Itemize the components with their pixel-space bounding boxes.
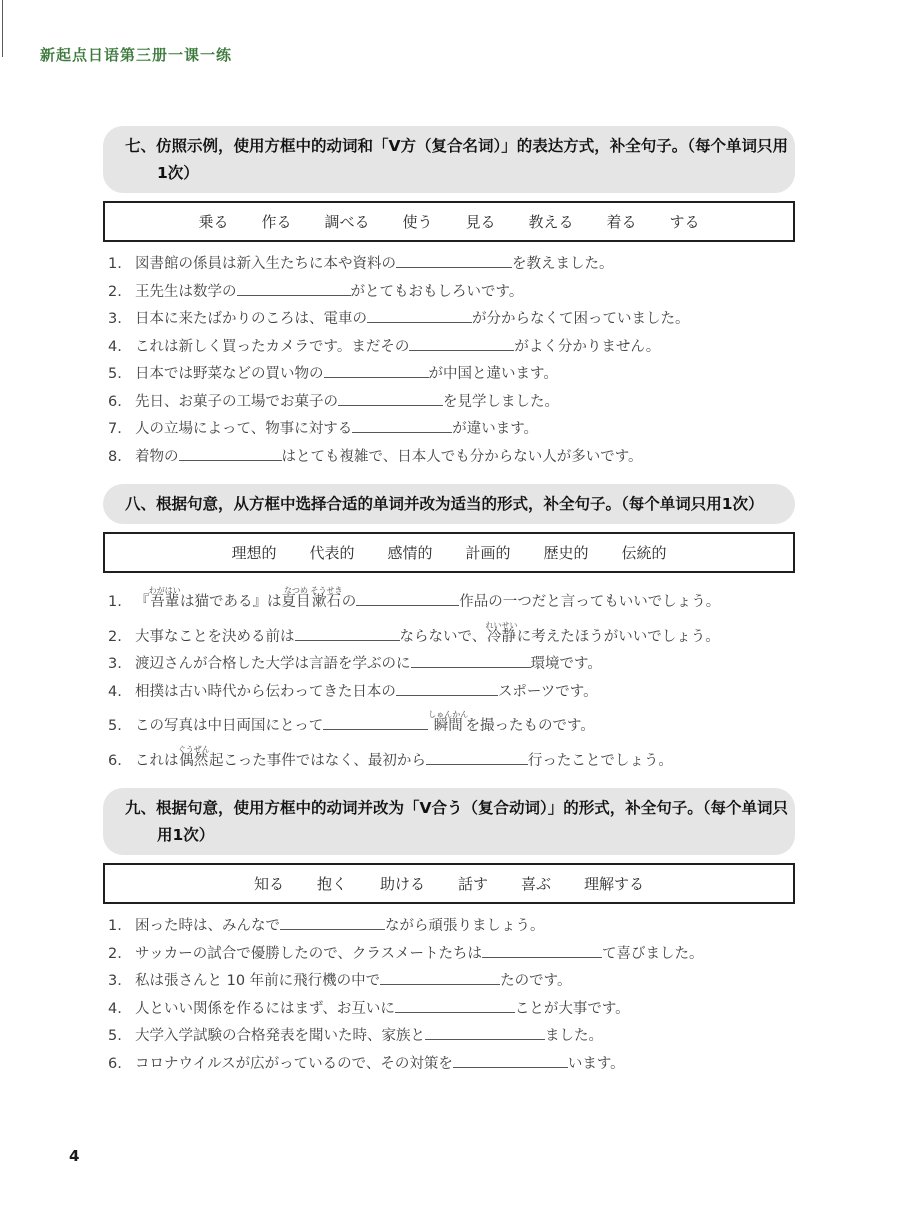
sentence-text: コロナウイルスが広がっているので、その対策を います。: [135, 1055, 625, 1072]
word-bank-box: [103, 863, 795, 904]
answer-blank: [295, 629, 400, 641]
word-bank-item: 歴史的: [543, 544, 589, 563]
word-bank-item: 理解する: [584, 875, 645, 894]
word-bank-item: 代表的: [309, 544, 355, 563]
word-bank-item: 抱く: [316, 875, 347, 894]
word-bank-item: 助ける: [379, 875, 425, 894]
ruby-annotated-word: 偶然ぐうぜん: [177, 744, 210, 769]
sentence-text: 困った時は、みんなで ながら頑張りましょう。: [135, 918, 545, 935]
word-bank-item: 伝統的: [621, 544, 667, 563]
sentence-text: 先日、お菓子の工場でお菓子の を見学しました。: [135, 393, 559, 410]
book-title-header: 新起点日语第三册一课一练: [40, 46, 233, 64]
sentence-text: 大学入学試験の合格発表を聞いた時、家族と ました。: [135, 1028, 603, 1045]
word-bank-item: 理想的: [231, 544, 277, 563]
answer-blank: [453, 1056, 568, 1068]
sentence-text: 着物の はとても複雑で、日本人でも分からない人が多いです。: [135, 448, 643, 465]
exercise-section-seven: [103, 126, 795, 467]
sentence-text: 私は張さんと 10 年前に飛行機の中で たのです。: [135, 973, 572, 990]
answer-blank: [367, 311, 472, 323]
sentence-text: 『吾輩わがはいは猫である』は夏目なつめ漱石そうせきの 作品の一つだと言ってもいいでしょう。: [135, 586, 721, 611]
sentence-text: 人といい関係を作るにはまず、お互いに ことが大事です。: [135, 1000, 630, 1017]
item-number: 7.: [108, 421, 122, 438]
sentence-text: これは新しく買ったカメラです。まだその がよく分かりません。: [135, 338, 661, 355]
sentence-row: [108, 1027, 795, 1046]
word-bank-item: する: [669, 213, 700, 232]
word-bank-item: 知る: [253, 875, 284, 894]
sentence-row: [108, 586, 795, 612]
item-number: 5.: [108, 1028, 122, 1045]
exercise-section-nine: [103, 788, 795, 1074]
section-instruction: [103, 126, 795, 193]
answer-blank: [425, 1028, 545, 1040]
sentence-text: 相撲は古い時代から伝わってきた日本の スポーツです。: [135, 683, 598, 700]
scan-edge-line: [2, 0, 3, 57]
answer-blank: [280, 918, 385, 930]
word-bank-item: 調べる: [324, 213, 370, 232]
word-bank-item: 作る: [261, 213, 292, 232]
answer-blank: [396, 684, 498, 696]
ruby-annotated-word: 吾輩わがはい: [148, 586, 181, 611]
worksheet-content: [103, 126, 795, 1091]
answer-blank: [482, 946, 602, 958]
item-number: 1.: [108, 918, 122, 935]
answer-blank: [411, 656, 531, 668]
sentence-text: 王先生は数学の がとてもおもしろいです。: [135, 283, 524, 300]
item-number: 2.: [108, 945, 122, 962]
word-bank-item: 感情的: [387, 544, 433, 563]
sentence-text: 渡辺さんが合格した大学は言語を学ぶのに 環境です。: [135, 656, 602, 673]
item-number: 1.: [108, 594, 122, 611]
sentence-row: [108, 621, 795, 647]
item-number: 3.: [108, 973, 122, 990]
sentence-list: [108, 255, 795, 467]
word-bank-item: 見る: [465, 213, 496, 232]
word-bank-item: 教える: [528, 213, 574, 232]
answer-blank: [324, 366, 429, 378]
sentence-row: [108, 338, 795, 357]
sentence-text: これは偶然ぐうぜん起こった事件ではなく、最初から 行ったことでしょう。: [135, 744, 673, 769]
word-bank-item: 計画的: [465, 544, 511, 563]
word-bank-item: 使う: [402, 213, 433, 232]
sentence-text: 日本では野菜などの買い物の が中国と違います。: [135, 366, 558, 383]
sentence-row: [108, 1055, 795, 1074]
ruby-annotated-word: 夏目なつめ: [281, 586, 311, 611]
item-number: 3.: [108, 311, 122, 328]
answer-blank: [237, 284, 351, 296]
sentence-row: [108, 710, 795, 736]
instruction-text-line: 九、根据句意，使用方框中的动词并改为「V合う（复合动词）」的形式，补全句子。（每个单词只: [125, 798, 788, 817]
sentence-text: 人の立場によって、物事に対する が違います。: [135, 421, 539, 438]
answer-blank: [380, 973, 500, 985]
sentence-row: [108, 683, 795, 702]
section-instruction: [103, 484, 795, 525]
item-number: 6.: [108, 393, 122, 410]
answer-blank: [409, 339, 514, 351]
item-number: 3.: [108, 656, 122, 673]
sentence-row: [108, 420, 795, 439]
ruby-annotated-word: 漱石そうせき: [310, 586, 343, 611]
word-bank-box: [103, 201, 795, 242]
instruction-text-line: 1次）: [157, 163, 199, 182]
sentence-row: [108, 393, 795, 412]
page-number: 4: [69, 1147, 80, 1165]
sentence-row: [108, 365, 795, 384]
sentence-text: サッカーの試合で優勝したので、クラスメートたちは て喜びました。: [135, 945, 704, 962]
sentence-row: [108, 972, 795, 991]
sentence-row: [108, 448, 795, 467]
answer-blank: [395, 1001, 515, 1013]
answer-blank: [323, 718, 428, 730]
item-number: 2.: [108, 628, 122, 645]
answer-blank: [338, 394, 443, 406]
item-number: 4.: [108, 1000, 122, 1017]
item-number: 4.: [108, 683, 122, 700]
section-instruction: [103, 788, 795, 855]
answer-blank: [179, 449, 282, 461]
sentence-text: 図書館の係員は新入生たちに本や資料の を教えました。: [135, 256, 614, 273]
instruction-text-line: 用1次）: [157, 825, 215, 844]
item-number: 6.: [108, 752, 122, 769]
sentence-row: [108, 917, 795, 936]
item-number: 5.: [108, 718, 122, 735]
sentence-list: [108, 917, 795, 1074]
sentence-text: 大事なことを決める前は ならないで、冷静れいせいに考えたほうがいいでしょう。: [135, 620, 720, 645]
sentence-row: [108, 310, 795, 329]
instruction-text-line: 七、仿照示例，使用方框中的动词和「V方（复合名词）」的表达方式，补全句子。（每个单词只用: [125, 137, 788, 155]
sentence-row: [108, 283, 795, 302]
item-number: 8.: [108, 448, 122, 465]
word-bank-item: 着る: [606, 213, 637, 232]
item-number: 5.: [108, 366, 122, 383]
sentence-row: [108, 255, 795, 274]
sentence-row: [108, 655, 795, 674]
sentence-list: [108, 586, 795, 771]
sentence-row: [108, 745, 795, 771]
ruby-annotated-word: 瞬間しゅんかん: [428, 710, 469, 735]
sentence-text: この写真は中日両国にとって 瞬間しゅんかんを撮ったものです。: [135, 710, 595, 735]
ruby-annotated-word: 冷静れいせい: [485, 620, 518, 645]
answer-blank: [396, 256, 512, 268]
answer-blank: [352, 421, 452, 433]
item-number: 4.: [108, 338, 122, 355]
item-number: 1.: [108, 256, 122, 273]
instruction-text-line: 八、根据句意，从方框中选择合适的单词并改为适当的形式，补全句子。（每个单词只用1次）: [125, 494, 764, 513]
word-bank-item: 話す: [458, 875, 489, 894]
item-number: 2.: [108, 283, 122, 300]
answer-blank: [426, 753, 528, 765]
exercise-section-eight: [103, 484, 795, 771]
word-bank-box: [103, 532, 795, 573]
sentence-row: [108, 1000, 795, 1019]
word-bank-item: 喜ぶ: [521, 875, 552, 894]
sentence-row: [108, 945, 795, 964]
item-number: 6.: [108, 1055, 122, 1072]
sentence-text: 日本に来たばかりのころは、電車の が分からなくて困っていました。: [135, 311, 690, 328]
word-bank-item: 乗る: [198, 213, 229, 232]
answer-blank: [356, 594, 459, 606]
